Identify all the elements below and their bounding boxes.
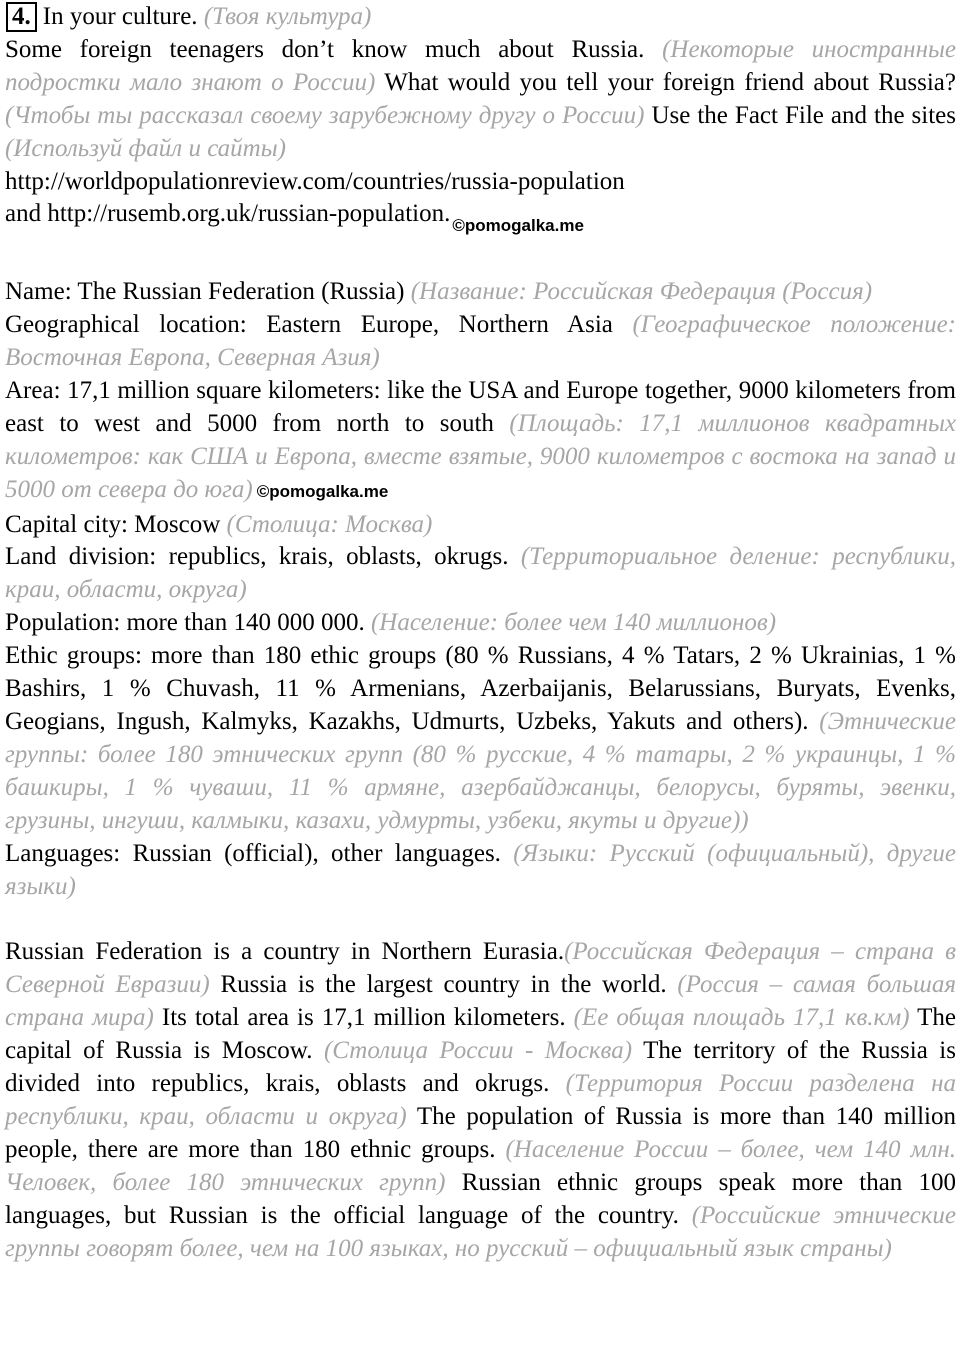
summary-translation: (Территория России разделена на республики, краи, области и округа): [5, 1069, 956, 1130]
and-word: and: [5, 200, 42, 228]
intro-translation: (Используй файл и сайты): [5, 134, 286, 162]
intro-links: [5, 166, 956, 244]
summary-paragraph: [5, 936, 956, 1265]
spacer: [5, 903, 956, 936]
fact-text: Capital city: Moscow: [5, 510, 221, 538]
intro-paragraph: [5, 34, 956, 166]
fact-text: Languages: Russian (official), other languages.: [5, 839, 501, 867]
spacer: [5, 243, 956, 276]
watermark: ©pomogalka.me: [256, 481, 389, 501]
intro-sentence: What would you tell your foreign friend about Russia?: [384, 68, 956, 96]
fact-item-population: [5, 607, 956, 640]
summary-translation: (Российские этнические группы говорят более, чем на 100 языках, но русский – официальный язык страны): [5, 1201, 957, 1262]
intro-sentence: Use the Fact File and the sites: [651, 101, 956, 129]
summary-translation: (Российская Федерация – страна в Северной Евразии): [5, 938, 956, 999]
fact-translation: (Название: Российская Федерация (Россия): [410, 278, 873, 306]
fact-translation: (Языки: Русский (официальный), другие языки): [5, 839, 956, 900]
watermark: ©pomogalka.me: [452, 216, 584, 236]
exercise-title-translation: (Твоя культура): [203, 3, 372, 30]
fact-translation: (Площадь: 17,1 миллионов квадратных километров: как США и Европа, вместе взятые, 9000 километров с востока на запад и 5000 от севера до юга): [5, 409, 956, 503]
exercise-number: 4.: [6, 2, 37, 32]
intro-sentence: Some foreign teenagers don’t know much about Russia.: [5, 35, 645, 63]
site-link[interactable]: http://rusemb.org.uk/russian-population: [47, 200, 445, 228]
fact-item-land-division: [5, 541, 956, 607]
intro-translation: (Некоторые иностранные подростки мало знают о России): [5, 35, 957, 96]
fact-text: Ethic groups: more than 180 ethic groups (80 % Russians, 4 % Tatars, 2 % Ukrainias, 1 % Bashirs, 1 % Chuvash, 11 % Armenians, Azerbaijanis, Belarussians, Buryats, Evenks, Geogians, Ingush, Kalmyks, Kazakhs, Udmurts, Uzbeks, Yakuts and others).: [5, 642, 956, 736]
fact-item-area: [5, 375, 956, 509]
summary-sentence: Russia is the largest country in the world.: [220, 971, 667, 999]
summary-translation: (Население России – более, чем 140 млн. Человек, более 180 этнических групп): [5, 1135, 957, 1196]
fact-item-languages: [5, 838, 956, 904]
summary-translation: (Столица России - Москва): [323, 1037, 633, 1065]
fact-file: [5, 276, 956, 903]
exercise-title: In your culture.: [42, 3, 198, 30]
exercise-heading: [5, 1, 956, 34]
summary-translation: (Ее общая площадь 17,1 кв.км): [573, 1004, 910, 1032]
fact-text: Land division: republics, krais, oblasts, okrugs.: [5, 543, 509, 571]
fact-item-location: [5, 309, 956, 375]
fact-item-ethnic-groups: [5, 640, 956, 837]
summary-sentence: Russian ethnic groups speak more than 100 languages, but Russian is the official language of the country.: [5, 1168, 956, 1229]
summary-translation: (Россия – самая большая страна мира): [5, 971, 956, 1032]
fact-translation: (Столица: Москва): [226, 510, 433, 538]
fact-translation: (Территориальное деление: республики, краи, области, округа): [5, 543, 956, 604]
summary-sentence: The capital of Russia is Moscow.: [5, 1004, 956, 1065]
fact-text: Population: more than 140 000 000.: [5, 609, 365, 637]
summary-sentence: Russian Federation is a country in Northern Eurasia.: [5, 938, 565, 966]
fact-text: Area: 17,1 million square kilometers: like the USA and Europe together, 9000 kilometers from east to west and 5000 from north to south: [5, 376, 956, 437]
fact-translation: (Этнические группы: более 180 этнических групп (80 % русские, 4 % татары, 2 % украинцы, 1 % башкиры, 1 % чуваши, 11 % армяне, азербайджанцы, белорусы, буряты, эвенки, грузины, ингуши, калмыки, казахи, удмурты, узбеки, якуты и другие)): [5, 708, 956, 834]
summary-sentence: The population of Russia is more than 140 million people, there are more than 180 ethnic groups.: [5, 1102, 956, 1163]
fact-translation: (Население: более чем 140 миллионов): [370, 609, 777, 637]
site-link[interactable]: http://worldpopulationreview.com/countries/russia-population: [5, 167, 625, 195]
end-punctuation: .: [444, 200, 451, 228]
intro-translation: (Чтобы ты рассказал своему зарубежному другу о России): [5, 101, 645, 129]
fact-text: Name: The Russian Federation (Russia): [5, 278, 405, 306]
fact-text: Geographical location: Eastern Europe, Northern Asia: [5, 311, 613, 339]
summary-sentence: Its total area is 17,1 million kilometers.: [161, 1004, 566, 1032]
fact-item-capital: [5, 509, 956, 542]
fact-translation: (Географическое положение: Восточная Европа, Северная Азия): [5, 311, 957, 372]
fact-item-name: [5, 276, 956, 309]
summary-sentence: The territory of the Russia is divided into republics, krais, oblasts and okrugs.: [5, 1037, 956, 1097]
